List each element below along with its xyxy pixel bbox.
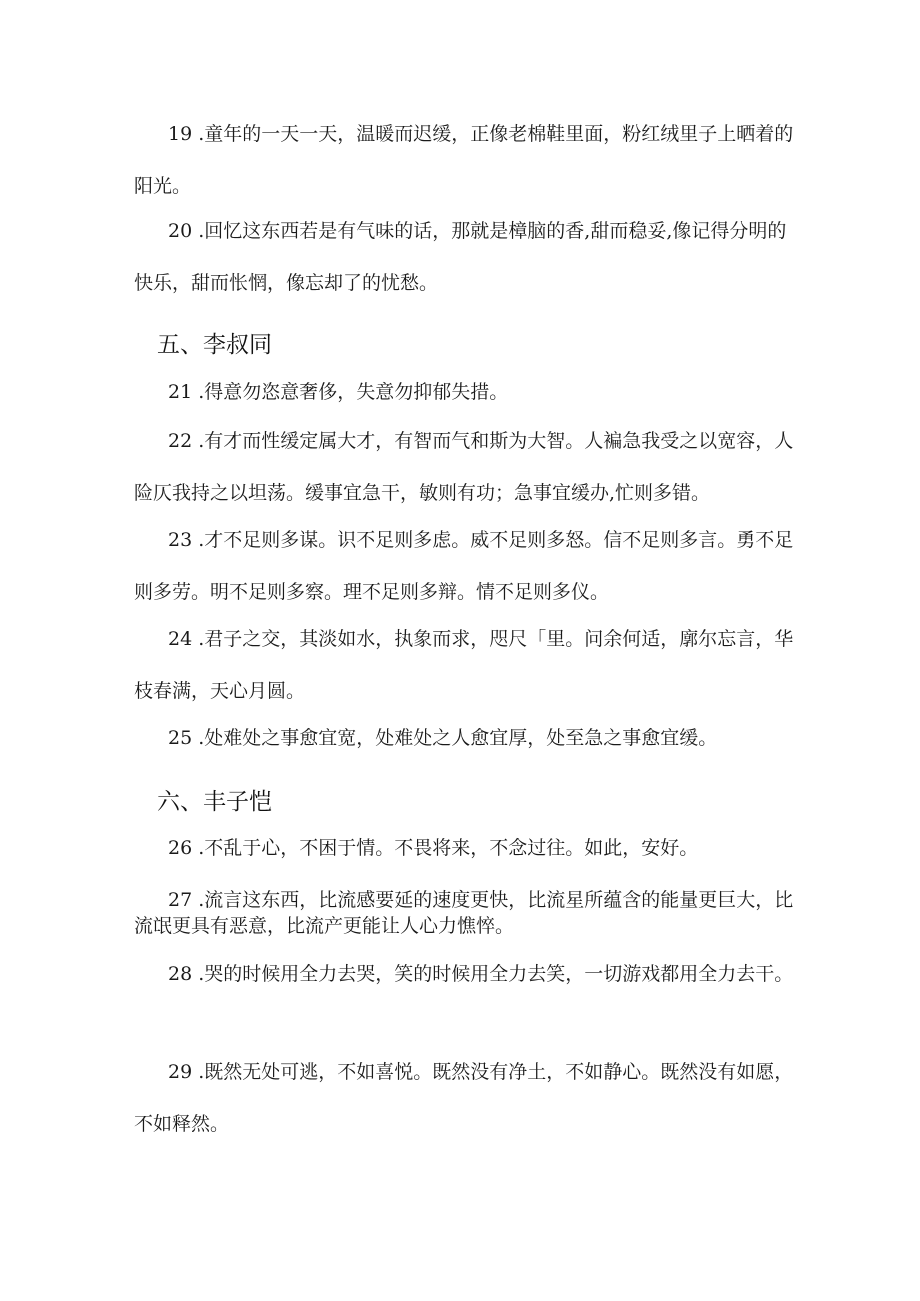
quote-item-29 [134,1046,794,1150]
quote-number: 20 [168,220,193,242]
section-heading-feng-zikai: 六、丰子恺 [157,789,272,815]
quote-item-26 [134,822,794,874]
quote-item-21 [134,366,794,418]
quote-item-19 [134,108,794,212]
quote-number: 27 [168,889,193,911]
quote-item-27 [134,887,794,939]
quote-text: .有才而性缓定属大才，有智而气和斯为大智。人褊急我受之以宽容，人险仄我持之以坦荡。缓事宜急干，敏则有功；急事宜缓办,忙则多错。 [134,430,794,504]
quote-number: 22 [168,430,193,452]
quote-number: 23 [168,529,193,551]
quote-text: .得意勿恣意奢侈，失意勿抑郁失措。 [198,381,509,403]
quote-text: .流言这东西，比流感要延的速度更快，比流星所蕴含的能量更巨大，比流氓更具有恶意，比流产更能让人心力憔悴。 [134,889,794,937]
quote-text: .处难处之事愈宜宽，处难处之人愈宜厚，处至急之事愈宜缓。 [198,727,718,749]
quote-text: .不乱于心，不困于情。不畏将来，不念过往。如此，安好。 [198,837,699,859]
quote-number: 24 [168,628,193,650]
quote-text: .既然无处可逃，不如喜悦。既然没有净土，不如静心。既然没有如愿，不如释然。 [134,1061,794,1135]
quote-number: 25 [168,727,193,749]
quote-item-28 [134,948,794,1000]
quote-item-20 [134,205,794,309]
quote-number: 29 [168,1061,193,1083]
quote-item-24 [134,613,794,717]
quote-item-25 [134,712,794,764]
quote-number: 21 [168,381,193,403]
quote-item-23 [134,514,794,618]
quote-number: 19 [168,123,193,145]
quote-text: .童年的一天一天，温暖而迟缓，正像老棉鞋里面，粉红绒里子上晒着的阳光。 [134,123,794,197]
section-heading-li-shutong: 五、李叔同 [157,332,272,358]
quote-text: .才不足则多谋。识不足则多虑。威不足则多怒。信不足则多言。勇不足则多劳。明不足则多察。理不足则多辩。情不足则多仪。 [134,529,794,603]
quote-text: .回忆这东西若是有气味的话，那就是樟脑的香,甜而稳妥,像记得分明的快乐，甜而怅惘，像忘却了的忧愁。 [134,220,787,294]
quote-number: 26 [168,837,193,859]
quote-text: .君子之交，其淡如水，执象而求，咫尺「里。问余何适，廓尔忘言，华枝春满，天心月圆。 [134,628,794,702]
quote-item-22 [134,415,794,519]
quote-text: .哭的时候用全力去哭，笑的时候用全力去笑，一切游戏都用全力去干。 [198,963,794,985]
quote-number: 28 [168,963,193,985]
